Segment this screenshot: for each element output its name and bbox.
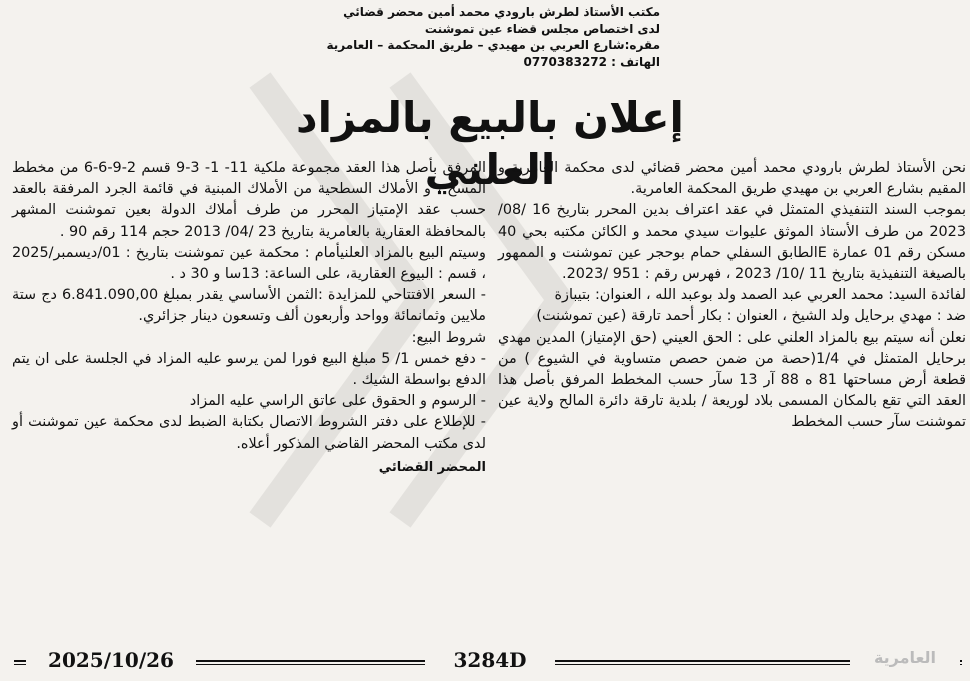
- condition-fees: - الرسوم و الحقوق على عاتق الراسي عليه المزاد: [189, 393, 486, 410]
- paragraph-sale-date: وسيتم البيع بالمزاد العلنيأمام : محكمة عين تموشنت بتاريخ : 01/ديسمبر/2025 ، قسم : البيوع العقارية، على الساعة: 13سا و 30 د .: [12, 244, 486, 283]
- paragraph-bailiff-intro: نحن الأستاذ لطرش بارودي محمد أمين محضر قضائي لدى محكمة العامرية و المقيم بشارع العربي بن مهيدي طريق المحكمة العامرية.: [498, 160, 966, 198]
- condition-payment: - دفع خمس 1/ 5 مبلغ البيع فورا لمن يرسو عليه المزاد في الجلسة على ان يتم الدفع بواسطة الشيك .: [12, 350, 486, 389]
- condition-specifications: - للإطلاع على دفتر الشروط الاتصال بكتابة الضبط لدى محكمة عين تموشنت أو لدى مكتب المحضر القاضي المذكور أعلاه.: [12, 414, 486, 452]
- paragraph-enforcement-deed: بموجب السند التنفيذي المتمثل في عقد اعتراف بدين المحرر بتاريخ 16 /08/ 2023 من طرف الأستاذ الموثق عليوات سيدي محمد و الكائن مكتبه بحي 40 مسكن رقم 01 عمارة Eالطابق السفلي حمام بوحجر عين تموشنت و الممهور بالصيغة التنفيذية بتاريخ 11 /10/ 2023 ، فهرس رقم : 951 /2023.: [498, 202, 966, 283]
- paragraph-debtor: ضد : مهدي برحايل ولد الشيخ ، العنوان : بكار أحمد تارقة (عين تموشنت): [536, 308, 966, 325]
- footer-date: 2025/10/26: [26, 648, 196, 672]
- left-text-column: [12, 158, 486, 478]
- office-header: [326, 4, 660, 70]
- paragraph-beneficiary: لفائدة السيد: محمد العربي عبد الصمد ولد بوعبد الله ، العنوان: بتيبازة: [554, 287, 966, 304]
- footer-newspaper-logo: العامرية: [850, 645, 960, 671]
- sale-conditions-heading: شروط البيع:: [411, 329, 486, 346]
- paragraph-opening-price: - السعر الافتتاحي للمزايدة :الثمن الأساسي يقدر بمبلغ 6.841.090,00 دج ستة ملايين وثمانمائة وواحد وأربعون ألف وتسعون دينار جزائري.: [12, 287, 486, 325]
- announcement-title: إعلان بالبيع بالمزاد العلني: [296, 93, 684, 194]
- paragraph-cadastral-ref: المرفق بأصل هذا العقد مجموعة ملكية 11- 1- 3-9 قسم 2-9-6-6 من مخطط المسح ، و الأملاك السطحية من الأملاك المبنية في قائمة الجرد المرفقة بالعقد حسب عقد الإمتياز المحرر من طرف أملاك الدولة بعين تموشنت المشهر بالمحافظة العقارية بالعامرية بتاريخ 23 /04/ 2013 حجم 114 رقم 90 .: [12, 160, 487, 240]
- header-jurisdiction: لدى اختصاص مجلس قضاء عين تموشنت: [424, 21, 660, 36]
- header-address: مقره:شارع العربي بن مهيدي – طريق المحكمة – العامرية: [326, 38, 660, 52]
- right-text-column: [498, 158, 966, 434]
- bailiff-signature: المحضر القضائي: [378, 459, 486, 475]
- header-phone: الهاتف : 0770383272: [523, 54, 660, 69]
- header-office-name: مكتب الأستاذ لطرش بارودي محمد أمين محضر قضائي: [343, 5, 660, 19]
- paragraph-property-description: نعلن أنه سيتم بيع بالمزاد العلني على : الحق العيني (حق الإمتياز) المدين مهدي برحايل المتمثل في 1/4(حصة من ضمن حصص متساوية في الشيوع ) من قطعة أرض مساحتها 81 ه 88 آر 13 سآر حسب المخطط المرفق بأصل هذا العقد التي تقع بالمكان المسمى بلاد لوريعة / بلدية تارقة دائرة المالح ولاية عين تموشنت سآر حسب المخطط: [498, 329, 966, 431]
- footer-issue-number: 3284D: [425, 648, 555, 672]
